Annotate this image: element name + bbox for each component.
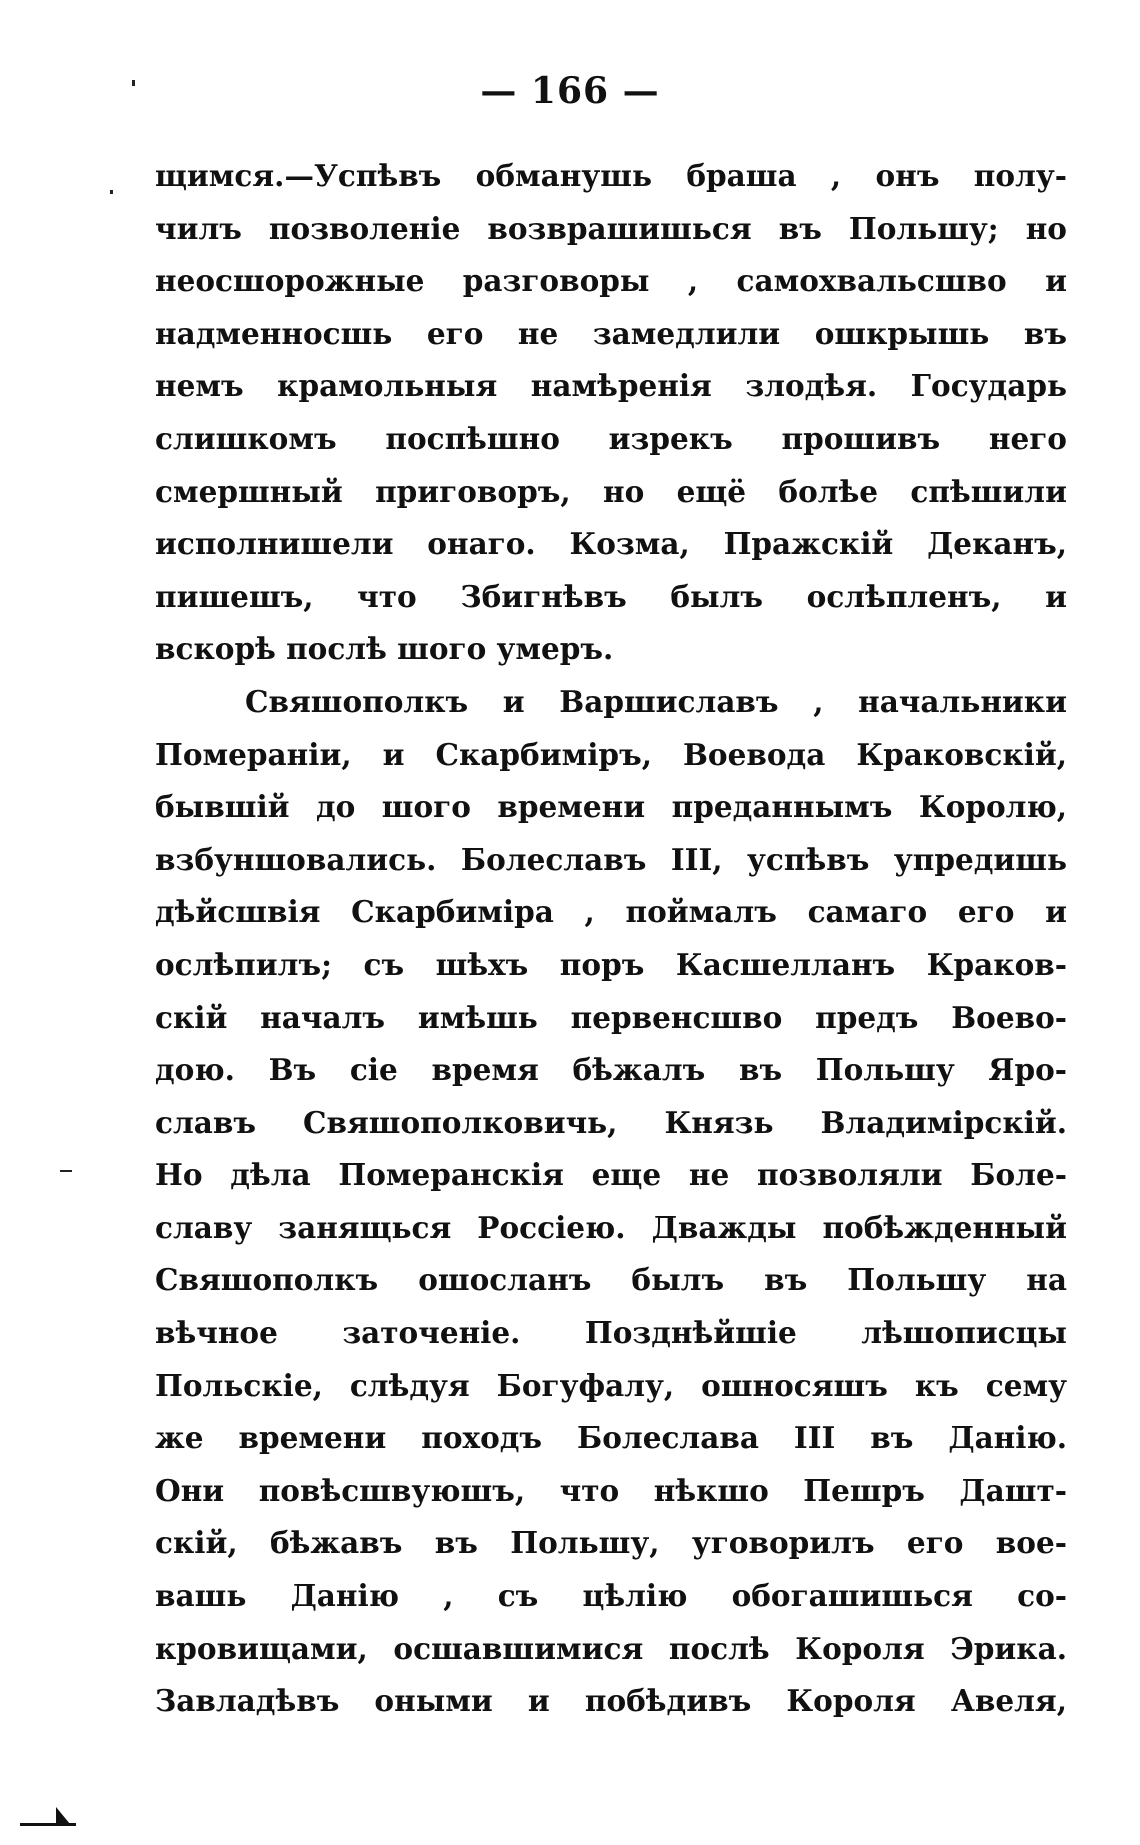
- text-line: славъ Свяшополковичь, Князь Владимірскій.: [155, 1104, 1067, 1140]
- text-line: надменносшь его не замедлили ошкрышь въ: [155, 315, 1067, 351]
- text-line: славу занящься Россіею. Дважды побѣжденный: [155, 1209, 1067, 1245]
- text-line: чилъ позволеніе возврашишься въ Польшу; но: [155, 210, 1067, 246]
- text-line: вскорѣ послѣ шого умеръ.: [155, 631, 614, 667]
- text-line: дою. Въ сіе время бѣжалъ въ Польшу Яро-: [155, 1052, 1067, 1088]
- text-line: вѣчное заточеніе. Позднѣйшіе лѣшописцы: [155, 1315, 1067, 1351]
- scan-speck: [110, 190, 113, 194]
- text-line: дѣйсшвія Скарбиміра , поймалъ самаго его и: [155, 894, 1067, 930]
- text-line: ослѣпилъ; съ шѣхъ поръ Касшелланъ Краков-: [155, 946, 1067, 982]
- text-line: Они повѣсшвуюшъ, что нѣкшо Пешръ Дашт-: [155, 1472, 1067, 1508]
- text-line: исполнишели онаго. Козма, Пражскій Деканъ,: [155, 526, 1067, 562]
- text-line: неосшорожные разговоры , самохвальсшво и: [155, 263, 1067, 299]
- text-line: Свяшополкъ и Варшиславъ , начальники: [245, 683, 1067, 719]
- text-line: Польскіе, слѣдуя Богуфалу, ошносяшъ къ сему: [155, 1367, 1067, 1403]
- text-line: скій началъ имѣшь первенсшво предъ Воево-: [155, 999, 1067, 1035]
- text-line: Но дѣла Померанскія еще не позволяли Боле-: [155, 1157, 1067, 1193]
- corner-mark-icon: [20, 1805, 76, 1827]
- text-line: бывшій до шого времени преданнымъ Королю,: [155, 789, 1067, 825]
- text-line: взбуншовались. Болеславъ III, успѣвъ упредишь: [155, 841, 1067, 877]
- text-line: кровищами, осшавшимися послѣ Короля Эрика.: [155, 1630, 1067, 1666]
- text-line: Свяшополкъ ошосланъ былъ въ Польшу на: [155, 1262, 1067, 1298]
- text-line: Завладѣвъ оными и побѣдивъ Короля Авеля,: [155, 1683, 1067, 1719]
- text-line: скій, бѣжавъ въ Польшу, уговорилъ его вое-: [155, 1525, 1067, 1561]
- text-line: пишешъ, что Збигнѣвъ былъ ослѣпленъ, и: [155, 578, 1067, 614]
- text-line: немъ крамольныя намѣренія злодѣя. Государь: [155, 368, 1067, 404]
- text-line: же времени походъ Болеслава III въ Данію.: [155, 1420, 1067, 1456]
- text-line: щимся.—Успѣвъ обманушь браша , онъ полу-: [155, 158, 1067, 193]
- text-line: смершный приговоръ, но ещё болѣе спѣшили: [155, 473, 1067, 509]
- text-line: Помераніи, и Скарбиміръ, Воевода Краковскій,: [155, 736, 1067, 772]
- body-text: [155, 150, 1067, 1728]
- text-line: слишкомъ поспѣшно изрекъ прошивъ него: [155, 420, 1067, 456]
- scan-speck: [132, 80, 135, 86]
- text-line: вашь Данію , съ цѣлію обогашишься со-: [155, 1578, 1067, 1614]
- scan-speck: [60, 1170, 72, 1172]
- page-number: — 166 —: [480, 70, 660, 112]
